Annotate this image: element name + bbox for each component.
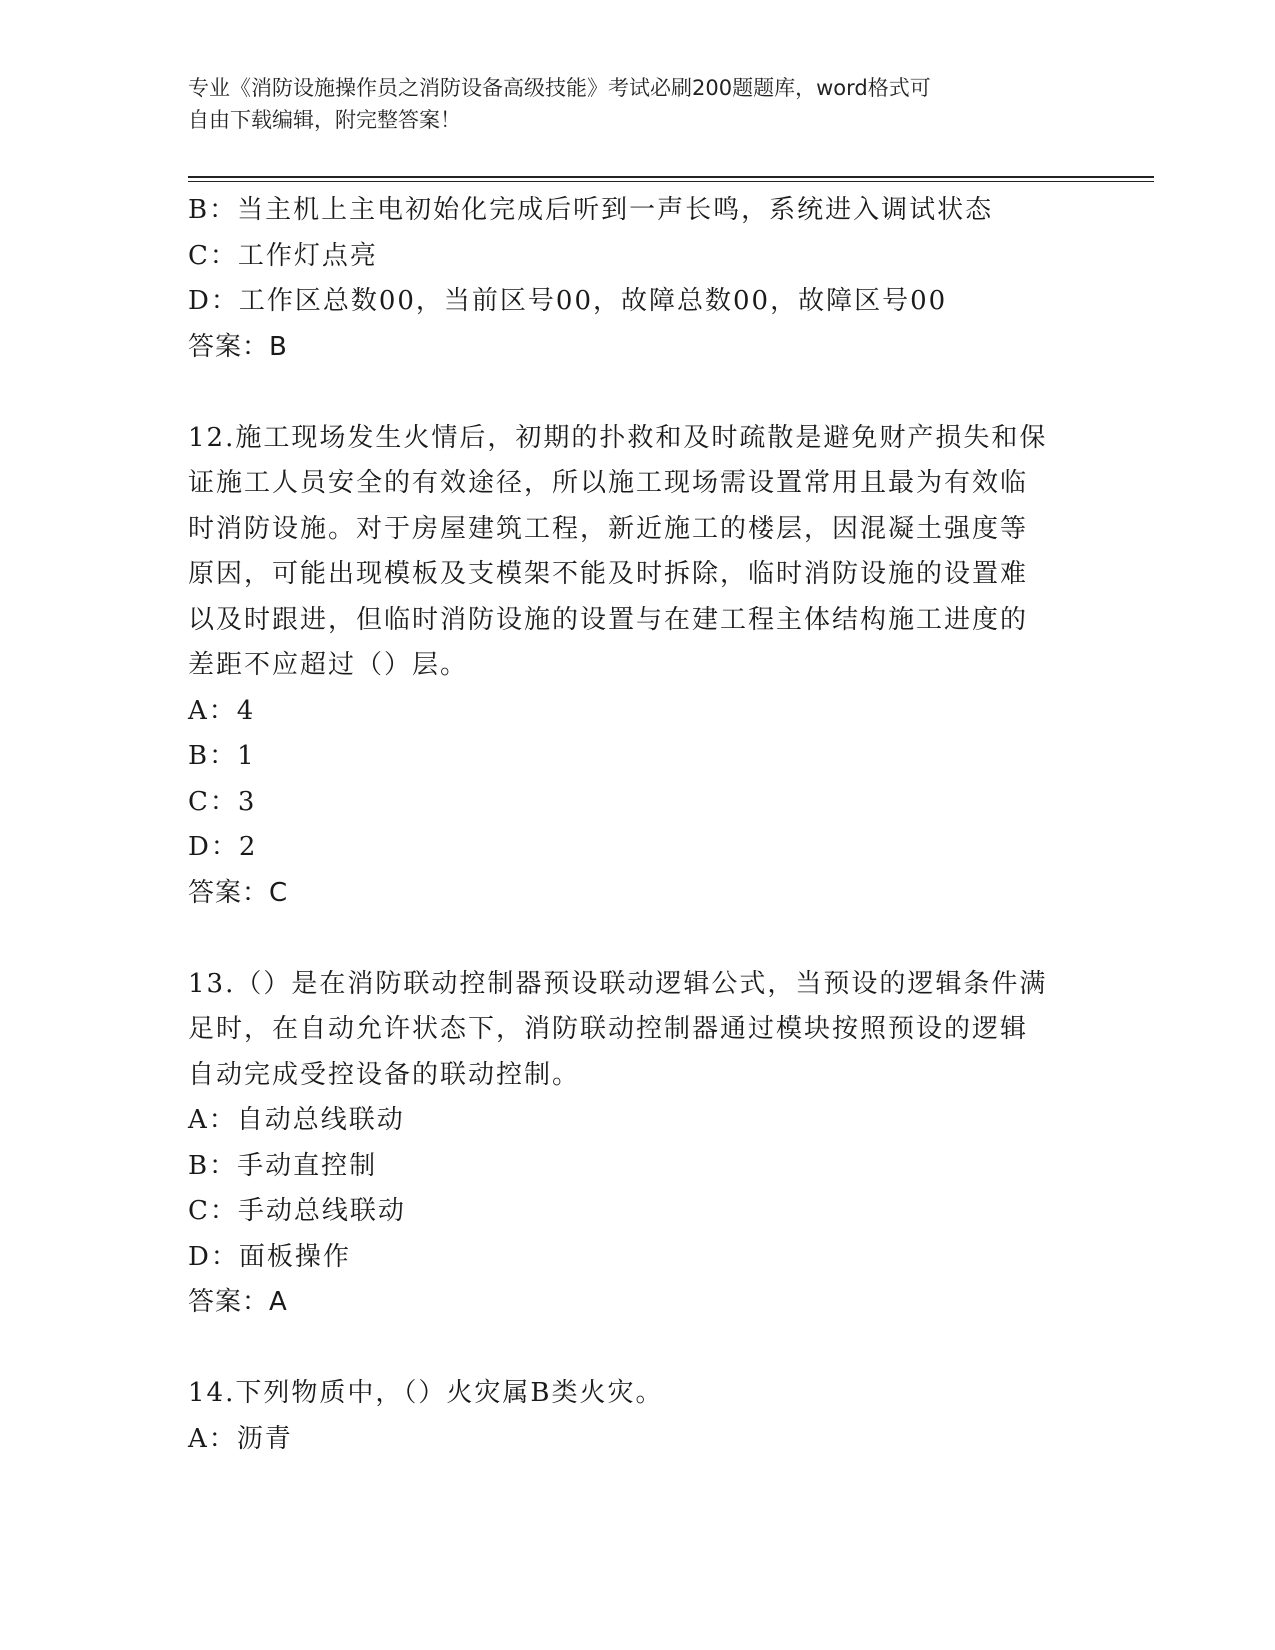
question-stem-line: 时消防设施。对于房屋建筑工程，新近施工的楼层，因混凝土强度等 [188,513,1029,544]
question-stem-line: 自动完成受控设备的联动控制。 [188,1059,581,1090]
spacer [188,370,1088,416]
option-c: C：3 [188,786,257,817]
question-12 [188,416,1088,917]
header-title-line-2: 自由下载编辑，附完整答案！ [188,108,461,132]
option-c: C：手动总线联动 [188,1196,406,1226]
question-stem-line: 13.（）是在消防联动控制器预设联动逻辑公式，当预设的逻辑条件满 [188,968,1048,999]
document-body [188,188,1088,1462]
option-b: B：当主机上主电初始化完成后听到一声长鸣，系统进入调试状态 [188,195,994,225]
option-b: B：手动直控制 [188,1150,378,1181]
spacer [188,916,1088,962]
page-header [188,72,1068,136]
question-stem-line: 原因，可能出现模板及支模架不能及时拆除，临时消防设施的设置难 [188,559,1029,589]
spacer [188,1326,1088,1372]
question-stem-line: 以及时跟进，但临时消防设施的设置与在建工程主体结构施工进度的 [188,604,1029,635]
option-b: B：1 [188,741,256,771]
header-divider [188,176,1154,182]
option-a: A：自动总线联动 [188,1105,405,1135]
question-stem-line: 12.施工现场发生火情后，初期的扑救和及时疏散是避免财产损失和保 [188,422,1048,453]
option-d: D：面板操作 [188,1241,351,1272]
question-stem-line: 差距不应超过（）层。 [188,650,469,680]
option-d: D：工作区总数00，当前区号00，故障总数00，故障区号00 [188,286,948,316]
option-d: D：2 [188,832,258,862]
header-title-line-1: 专业《消防设施操作员之消防设备高级技能》考试必刷200题题库，word格式可 [188,76,931,100]
question-stem-line: 14.下列物质中，（）火灾属B类火灾。 [188,1378,664,1408]
question-13 [188,962,1088,1326]
question-14 [188,1371,1088,1462]
answer-label: 答案：B [188,331,288,362]
question-stem-line: 足时，在自动允许状态下，消防联动控制器通过模块按照预设的逻辑 [188,1014,1029,1044]
answer-label: 答案：A [188,1287,288,1317]
answer-label: 答案：C [188,877,289,908]
question-11-tail [188,188,1088,370]
question-stem-line: 证施工人员安全的有效途径，所以施工现场需设置常用且最为有效临 [188,468,1029,498]
option-a: A：沥青 [188,1423,293,1454]
option-c: C：工作灯点亮 [188,240,378,271]
option-a: A：4 [188,695,256,726]
